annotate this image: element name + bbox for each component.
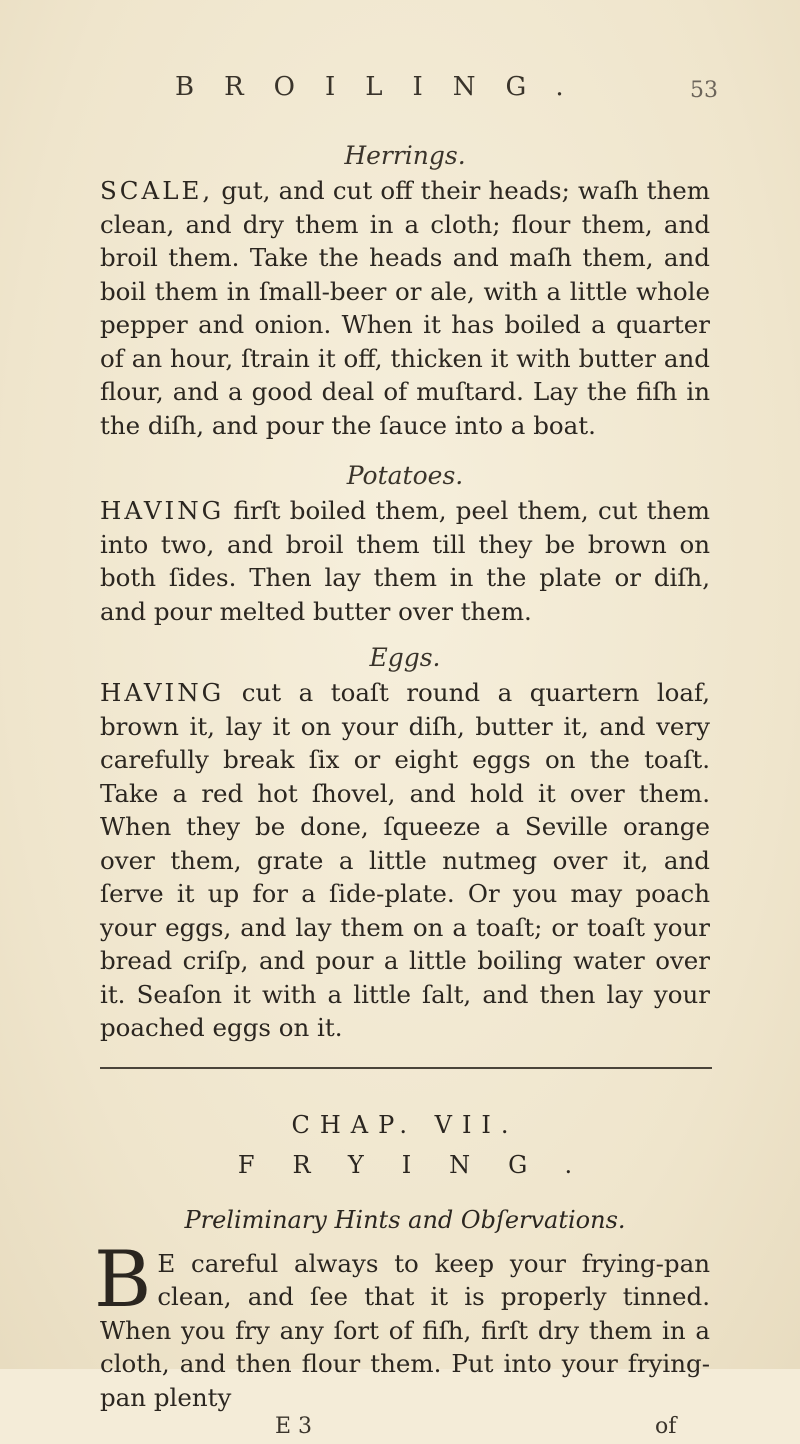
section-divider [100,1067,712,1069]
chapter-title: FRYING. [237,1150,611,1179]
section-heading-herrings: Herrings. [344,141,466,170]
paragraph-text: E careful always to keep your frying-pan clean, and ſee that it is properly tinned. When you fry any ſort of fiſh, firſt dry them in a cloth, and then flour them. Put into your frying-pan plenty [100,1248,710,1412]
chapter-label: CHAP. VII. [291,1110,519,1139]
catchword: of [655,1414,677,1439]
signature-mark: E 3 [275,1414,313,1439]
section-heading-eggs: Eggs. [369,643,441,672]
running-head: BROILING. [175,72,594,102]
catch-line [100,1414,710,1444]
section-heading-potatoes: Potatoes. [346,461,464,490]
first-word: SCALE, [100,176,214,205]
section-body-herrings [100,174,710,442]
paragraph-text: cut a toaſt round a quartern loaf, brown it, lay it on your diſh, butter it, and very carefully break ſix or eight eggs on the toaſt. Take a red hot ſhovel, and hold it over them. When they be done, ſqueeze a Seville orange over them, grate a little nutmeg over it, and ſerve it up for a ſide-plate. Or you may poach your eggs, and lay them on a toaſt; or toaſt your bread criſp, and pour a little boiling water over it. Seaſon it with a little ſalt, and then lay your poached eggs on it. [100,678,710,1042]
page-number: 53 [690,78,718,103]
chapter-subtitle: Preliminary Hints and Obſervations. [184,1205,626,1234]
chapter-body [94,1234,710,1415]
first-word: HAVING [100,678,225,707]
page-content [94,138,710,1444]
first-word: HAVING [100,496,225,525]
paragraph-text: firſt boiled them, peel them, cut them into two, and broil them till they be brown on both ſides. Then lay them in the plate or diſh, and pour melted butter over them. [100,496,710,626]
paragraph-text: gut, and cut off their heads; waſh them clean, and dry them in a cloth; flour them, and broil them. Take the heads and maſh them, and boil them in ſmall-beer or ale, with a little whole pepper and onion. When it has boiled a quarter of an hour, ſtrain it off, thicken it with butter and flour, and a good deal of muſtard. Lay the fiſh in the diſh, and pour the ſauce into a boat. [100,176,710,440]
section-body-potatoes [100,494,710,628]
drop-cap: B [94,1234,152,1325]
section-body-eggs [100,676,710,1045]
